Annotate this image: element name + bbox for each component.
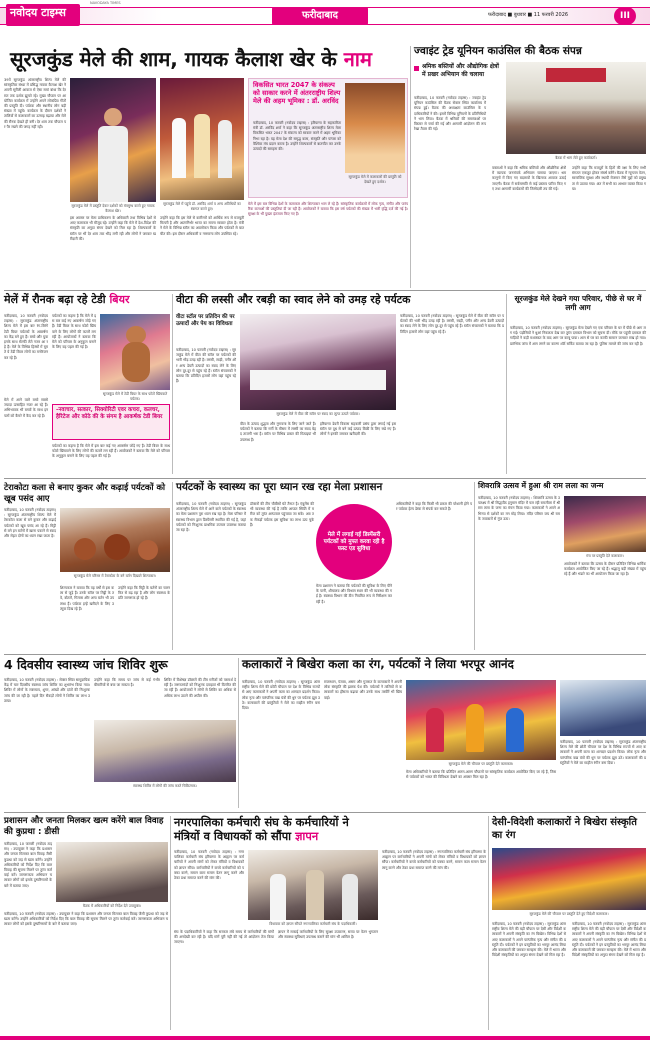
caption-health-camp: स्वास्थ्य शिविर में लोगों की जांच करते चिकित्सक। <box>133 784 197 788</box>
guest-1 <box>172 118 186 178</box>
story-teddy-bear <box>4 294 170 476</box>
headline <box>4 294 170 306</box>
article-text-col2: वक्ताओं ने कहा कि श्रमिक बस्तियों और औद्योगिक क्षेत्रों में व्यापक जनसंपर्क अभियान चलाया जाएगा। श्रम कानूनों में किए गए बदलावों के खिलाफ आवाज उठाई जाएगी। बैठक में सर्वसम्मति से कई प्रस्ताव पारित किए गए तथा आगामी कार्यक्रमों की जिम्मेदारी तय की गई। <box>492 166 568 191</box>
photo-dc-meeting <box>56 842 168 902</box>
caption-dc-meeting: बैठक में अधिकारियों को निर्देश देते उपायुक्त। <box>82 904 142 908</box>
story-foreign-artists <box>492 816 646 1032</box>
pot-1 <box>74 538 96 560</box>
story-vita-lassi <box>176 294 504 476</box>
caption-memorandum: विधायक को ज्ञापन सौंपते नगरपालिका कर्मचारी संघ के पदाधिकारी। <box>269 922 357 926</box>
quote-box <box>52 404 170 440</box>
caption-meeting: बैठक में भाग लेते हुए कार्यकर्ता। <box>555 156 597 160</box>
story-terracotta <box>4 482 170 652</box>
subhead-bullet <box>414 66 419 71</box>
quote: -नवाचार, सत्कार, सिक्योरिटी एवर कचरा, कलचर, हैरिटेज और कोठे की के संगम है आकर्षक टेडी बियर <box>56 407 163 421</box>
badge-circle <box>316 504 392 580</box>
article-text: फरीदाबाद, 10 फरवरी (नवोदय टाइम्स) : सूरजकुंड मेला देखने गए एक परिवार के घर में पीछे से आग लग गई। पड़ोसियों ने धुआं निकलता देख कर तुरंत दमकल विभाग को सूचना दी। मौके पर पहुंची दमकल की गाड़ियों ने कड़ी मशक्कत के बाद आग पर काबू पाया। आग से घर का काफी सामान जलकर राख हो गया। प्रारंभिक जांच में आग लगने का कारण शॉर्ट सर्किट बताया जा रहा है। पुलिस मामले की जांच कर रही है। <box>510 326 648 346</box>
person-2 <box>306 870 324 920</box>
headline-line2-main: मंत्रियों व विधायकों को सौंपा <box>174 829 296 843</box>
story-trade-union <box>414 46 646 288</box>
article-text-col1: फरीदाबाद, 10 फरवरी (नवोदय टाइम्स) : सूरजकुंड अंतरराष्ट्रीय शिल्प मेले में टेराकोटा कला से बने कुकर और कढ़ाई पर्यटकों को खूब पसंद आ रहे हैं। मिट्टी से बने इन बर्तनों में खाना पकाने से स्वाद और सेहत दोनों का ध्यान रखा जाता है। <box>4 508 58 539</box>
article-text-col2: आयोजकों ने बताया कि उत्सव के दौरान प्रतिदिन विभिन्न धार्मिक कार्यक्रम आयोजित किए जा रहे हैं। श्रद्धालु बड़ी संख्या में पहुंच रहे हैं और भंडारे का भी आयोजन किया जा रहा है। <box>564 562 648 577</box>
headline-main: मेलें में रौनक बढ़ा रहे टेडी <box>4 293 110 306</box>
column-divider <box>172 294 173 474</box>
footer-rule <box>0 1036 650 1040</box>
headline-line2 <box>174 830 486 843</box>
story-health-camp <box>4 658 236 810</box>
headline: कलाकारों ने बिखेरा कला का रंग, पर्यटकों ने लिया भरपूर आनंद <box>242 657 514 671</box>
article-text-col3: ज्ञापन में सफाई कर्मचारियों के लिए सुरक्षा उपकरण, समय पर वेतन भुगतान और स्वास्थ्य सुविधाएं उपलब्ध कराने की मांग भी शामिल है। <box>278 930 380 940</box>
photo-health-camp <box>94 720 236 782</box>
photo-singer <box>70 78 156 202</box>
article-text-col3: शिविर में विशेषज्ञ डॉक्टरों की टीम मरीजों को परामर्श दे रही है। जरूरतमंदों को निःशुल्क दवाइयां भी वितरित की जा रही हैं। आयोजकों ने लोगों से शिविर का अधिक से अधिक लाभ उठाने की अपील की। <box>164 678 238 698</box>
photo-meeting <box>506 62 646 154</box>
highlight-text: फरीदाबाद, 10 फरवरी (नवोदय टाइम्स) : हरियाणा के सहकारिता मंत्री डॉ. अरविंद शर्मा ने कहा कि सूरजकुंड अंतरराष्ट्रीय शिल्प मेला विकसित भारत 2047 के संकल्प को साकार करने में अहम भूमिका निभा रहा है। यह मेला देश की समृद्ध कला, संस्कृति और परंपरा को वैश्विक मंच प्रदान करता है। उन्होंने शिल्पकारों से बातचीत कर उनके उत्पादों की सराहना की। <box>253 121 343 152</box>
headline: प्रशासन और जनता मिलकर खत्म करेंगे बाल विवाह की कुप्रथा : डीसी <box>4 816 164 837</box>
section-divider <box>4 478 646 479</box>
headline-main: सूरजकुंड मेले की शाम, गायक कैलाश खेर के <box>10 47 344 71</box>
article-text-col3: मेला प्रशासन ने बताया कि पर्यटकों की सुविधा के लिए पीने के पानी, शौचालय और विश्राम स्थल की भी व्यवस्था की गई है। स्वास्थ्य विभाग की टीम नियमित रूप से निरीक्षण कर रही है। <box>316 584 394 604</box>
article-text-col2: फरीदाबाद, 10 फरवरी (नवोदय टाइम्स) : सूरजकुंड अंतरराष्ट्रीय शिल्प मेले की बड़ी चौपाल पर देसी और विदेशी कलाकारों ने अपनी संस्कृति का रंग बिखेरा। विभिन्न देशों से आए कलाकारों ने अपने पारंपरिक नृत्य और संगीत की प्रस्तुति दी। पर्यटकों ने इन प्रस्तुतियों का भरपूर आनंद लिया और कलाकारों की जमकर सराहना की। मेले में भारत और विदेशी संस्कृतियों का अनूठा संगम देखने को मिल रहा है। <box>572 922 648 958</box>
article-text-col4: अधिकारियों ने कहा कि किसी भी प्रकार की परेशानी होने पर पर्यटक हेल्प डेस्क से संपर्क कर सकते हैं। <box>396 502 472 512</box>
highlight-box <box>248 78 408 198</box>
headline: पर्यटकों के स्वास्थ्य का पूरा ध्यान रख रहा मेला प्रशासन <box>176 481 383 493</box>
person-3 <box>342 874 358 920</box>
story-mela-health <box>176 482 472 652</box>
story-child-marriage <box>4 816 168 1032</box>
subhead-box <box>176 314 236 344</box>
article-text-col4: मेले में इस बार विभिन्न देशों के कलाकार और शिल्पकार भाग ले रहे हैं। सांस्कृतिक कार्यक्रमों में लोक नृत्य, संगीत और पारंपरिक कलाओं की प्रस्तुतियां दी जा रही हैं। आयोजकों ने बताया कि इस वर्ष पर्यटकों की संख्या में भारी वृद्धि दर्ज की गई है। सुरक्षा के भी पुख्ता इंतजाम किए गए हैं। <box>248 202 410 217</box>
caption-minister: सूरजकुंड मेले में पहुंचे डॉ. अरविंद शर्मा व अन्य अतिथियों का स्वागत करते हुए। <box>163 202 241 211</box>
section-divider <box>4 812 646 813</box>
headline: शिवरात्रि उत्सव में हुआ श्री राम लला का जन्म <box>478 481 604 490</box>
headline-accent: नाम <box>343 47 372 71</box>
article-text-col2: फरीदाबाद, 10 फरवरी (नवोदय टाइम्स) : उपायुक्त ने कहा कि प्रशासन और जनता मिलकर बाल विवाह जैसी कुप्रथा को जड़ से खत्म करेंगे। उन्होंने अधिकारियों को निर्देश दिए कि बाल विवाह की सूचना मिलने पर तुरंत कार्रवाई करें। जागरूकता अभियान चलाकर लोगों को इसके दुष्परिणामों के बारे में बताया जाए। <box>4 912 170 927</box>
caption-audience: सूरजकुंड मेले में कलाकारों की प्रस्तुति को देखते हुए दर्शक। <box>348 175 402 184</box>
story-shivratri <box>478 482 646 652</box>
caption-foreign-artists: सूरजकुंड मेले की चौपाल पर प्रस्तुति देते हुए विदेशी कलाकार। <box>529 912 609 916</box>
singer-figure <box>104 108 122 126</box>
column-divider <box>488 816 489 1030</box>
article-text-col3: उन्होंने कहा कि मजदूरों के हितों की रक्षा के लिए सभी संगठन एकजुट होकर संघर्ष करेंगे। बैठक में न्यूनतम वेतन, सामाजिक सुरक्षा और स्थायी रोजगार जैसे मुद्दों को प्रमुखता से उठाया गया। अंत में सभी का आभार व्यक्त किया गया। <box>572 166 648 191</box>
dancer-2 <box>466 704 484 752</box>
highlight-heading: विकसित भारत 2047 के संकल्प को साकार करने में अंतरराष्ट्रीय शिल्प मेले की अहम भूमिका : डॉ. अरविंद <box>253 81 341 105</box>
section-divider <box>4 290 646 291</box>
headline: वीटा की लस्सी और रबड़ी का स्वाद लेने को उमड़ रहे पर्यटक <box>176 293 411 306</box>
article-text-col2: राजस्थान, पंजाब, असम और गुजरात के कलाकारों ने अपनी लोक संस्कृति की झलक पेश की। पर्यटकों ने तालियों से कलाकारों का हौसला बढ़ाया और उनके साथ तस्वीरें भी खिंचवाईं। <box>324 680 404 700</box>
photo-ramleela <box>564 496 646 552</box>
caption-teddy: सूरजकुंड मेले में टेडी बियर के साथ फोटो खिंचवाते पर्यटक। <box>102 392 168 401</box>
article-text-col2: पर्यटकों का कहना है कि मेले में इस बार कई नए आकर्षण जोड़े गए हैं। टेडी बियर के साथ फोटो खिंचवाने के लिए लोगों की कतारें लग रही हैं। आयोजकों ने बताया कि मेले को परिवार के अनुकूल बनाने के लिए यह पहल की गई है। <box>52 314 98 350</box>
pot-3 <box>138 540 158 560</box>
headline: सूरजकुंड मेले देखने गया परिवार, पीछे से घर में लगी आग <box>514 294 642 312</box>
article-text-col1: 39वें सूरजकुंड अंतरराष्ट्रीय शिल्प मेले की सांस्कृतिक संध्या में प्रसिद्ध गायक कैलाश खेर ने अपनी सुरीली आवाज से ऐसा समां बांधा कि देर रात तक दर्शक झूमते रहे। मुख्य चौपाल पर आयोजित कार्यक्रम में उन्होंने अपने लोकप्रिय गीतों की प्रस्तुति दी। पर्यटक और स्थानीय लोग बड़ी संख्या में पहुंचे। कार्यक्रम के दौरान दर्शकों ने तालियों से कलाकारों का उत्साह बढ़ाया और मेले की रौनक देखते ही बनी। देर शाम तक चौपाल पर पैर रखने की जगह नहीं रही। <box>4 78 68 129</box>
column-divider <box>506 294 507 474</box>
article-text-col1: फरीदाबाद, 10 फरवरी (नवोदय टाइम्स) : उपायुक्त ने कहा कि प्रशासन और जनता मिलकर बाल विवाह जैसी कुप्रथा को जड़ से खत्म करेंगे। उन्होंने अधिकारियों को निर्देश दिए कि बाल विवाह की सूचना मिलने पर तुरंत कार्रवाई करें। जागरूकता अभियान चलाकर लोगों को इसके दुष्परिणामों के बारे में बताया जाए। <box>4 842 54 888</box>
caption-singer: सूरजकुंड मेले में प्रस्तुति देकर दर्शकों को मंत्रमुग्ध करते हुए गायक कैलाश खेर। <box>71 204 155 213</box>
subhead: वीटा स्टॉल पर प्रतिदिन की पर उत्पादों और पेय का विविधता <box>176 314 235 327</box>
dateline: फरीदाबाद ■ बुधवार ■ 11 फरवरी 2026 <box>488 12 569 18</box>
caption-vita: सूरजकुंड मेले में वीटा की स्टॉल पर स्वाद का लुत्फ उठाते पर्यटक। <box>276 412 360 416</box>
column-divider <box>170 816 171 1030</box>
article-text-col4: फरीदाबाद, 10 फरवरी (नवोदय टाइम्स) : नगरपालिका कर्मचारी संघ हरियाणा के आह्वान पर कर्मचारियों ने अपनी मांगों को लेकर मंत्रियों व विधायकों को ज्ञापन सौंपा। कर्मचारियों ने कच्चे कर्मचारियों को पक्का करने, समान काम समान वेतन लागू करने और ठेका प्रथा समाप्त करने की मांग की। <box>382 850 488 870</box>
headline: टेराकोटा कला से बनाए कुकर और कढ़ाई पर्यटकों को खूब पसंद आए <box>4 482 166 503</box>
story-artists <box>242 658 646 810</box>
page-number: III <box>614 7 636 25</box>
badge-text: मेले में लगाई गई डिस्पेंसरी पर्यटकों को मुफ्त करवा रही है फस्ट एड सुविधा <box>323 531 385 552</box>
caption-artists: सूरजकुंड मेले की चौपाल पर प्रस्तुति देते कलाकार। <box>448 762 514 766</box>
guest-2 <box>194 114 210 178</box>
subhead: श्रमिक बस्तियों और औद्योगिक क्षेत्रों में प्रखर अभियान की चलाया <box>422 63 499 78</box>
article-text-col2: वीटा के उत्पाद शुद्धता और गुणवत्ता के लिए जाने जाते हैं। पर्यटकों ने बताया कि गर्मी के मौसम में लस्सी का स्वाद बेहद ताजगी भरा है। स्टॉल पर विभिन्न प्रकार की मिठाइयां भी उपलब्ध हैं। <box>240 422 318 442</box>
article-text-col3: हरियाणा डेयरी विकास सहकारी प्रसंघ द्वारा लगाई गई इस स्टॉल पर दूध से बने कई उत्पाद बिक्री के लिए रखे गए हैं। लोगों ने इनकी जमकर खरीदारी की। <box>320 422 398 437</box>
dancer-3 <box>506 708 524 752</box>
photo-minister <box>160 78 244 200</box>
article-text-col3: मेला अधिकारियों ने बताया कि प्रतिदिन अलग-अलग चौपालों पर सांस्कृतिक कार्यक्रम आयोजित किए जा रहे हैं, जिससे पर्यटकों को भारत की विविधता देखने का अवसर मिल रहा है। <box>406 770 556 780</box>
story-municipal-union <box>174 816 486 1032</box>
column-divider <box>410 46 411 288</box>
column-divider <box>238 658 239 808</box>
section-name: फरीदाबाद <box>272 7 368 25</box>
headline-accent: बियर <box>109 293 130 306</box>
logo-sub: NAVODAYA TIMES <box>90 1 121 5</box>
article-text-col3: उन्होंने कहा कि इस मेले से कारीगरों को आर्थिक रूप से मजबूती मिलती है और आत्मनिर्भर भारत का सपना साकार होता है। मंत्री ने मेले के विभिन्न स्टॉल का अवलोकन किया और पर्यटकों से बातचीत की। इस दौरान अधिकारी व गणमान्य लोग उपस्थित रहे। <box>160 216 246 236</box>
photo-foreign-artists <box>492 848 646 910</box>
photo-artists-2 <box>560 680 646 736</box>
logo-box <box>6 4 80 26</box>
article-text-col2: डॉक्टरों की टीम चौबीसों घंटे तैनात है। एंबुलेंस की भी व्यवस्था की गई है ताकि आपात स्थिति में मरीज को तुरंत अस्पताल पहुंचाया जा सके। अब तक सैकड़ों पर्यटक इस सुविधा का लाभ उठा चुके हैं। <box>250 502 316 527</box>
section-divider <box>4 654 646 655</box>
article-text-col2: उन्होंने कहा कि समय पर जांच से कई गंभीर बीमारियों से बचा जा सकता है। <box>94 678 162 688</box>
article-text-col3: उन्होंने कहा कि मिट्टी के बर्तनों का चलन फिर से बढ़ रहा है और लोग स्वास्थ्य के प्रति जागरूक हो रहे हैं। <box>118 586 172 601</box>
photo-teddy <box>100 314 170 390</box>
story-fire <box>510 294 646 476</box>
photo-memorandum <box>248 850 378 920</box>
caption-terracotta: सूरजकुंड मेले परिसर में टेराकोटा के बने बर्तन दिखाते शिल्पकार। <box>73 574 157 578</box>
headline: ज्वाइंट ट्रेड यूनियन काउंसिल की बैठक संपन्न <box>414 45 582 57</box>
article-text-col1: फरीदाबाद, 10 फरवरी (नवोदय टाइम्स) : सेक्टर स्थित सामुदायिक केंद्र में चार दिवसीय स्वास्थ्य जांच शिविर का शुभारंभ किया गया। शिविर में लोगों के रक्तचाप, शुगर, आंखों और दांतों की निःशुल्क जांच की जा रही है। पहले दिन सैकड़ों लोगों ने शिविर का लाभ उठाया। <box>4 678 92 703</box>
headline: देसी-विदेशी कलाकारों ने बिखेरा संस्कृति का रंग <box>492 817 637 841</box>
person-1 <box>270 874 286 920</box>
caption-ramleela: मंच पर प्रस्तुति देते कलाकार। <box>586 554 624 558</box>
article-text-col2: इस अवसर पर मेला प्राधिकरण के अधिकारी तथा विभिन्न देशों से आए कलाकार भी मौजूद रहे। उन्होंने कहा कि मेले में देश-विदेश की संस्कृति का अनूठा संगम देखने को मिल रहा है। शिल्पकारों के स्टॉल पर भी देर शाम तक भीड़ लगी रही और लोगों ने जमकर खरीदारी की। <box>70 216 158 241</box>
photo-terracotta <box>60 508 170 572</box>
article-text-col1: फरीदाबाद, 10 फरवरी (नवोदय टाइम्स) : सूरजकुंड अंतरराष्ट्रीय शिल्प मेले में आने वाले पर्यटकों के स्वास्थ्य का मेला प्रशासन पूरा ध्यान रख रहा है। मेला परिसर में स्वास्थ्य विभाग द्वारा डिस्पेंसरी स्थापित की गई है, जहां पर्यटकों को निःशुल्क प्राथमिक उपचार उपलब्ध कराया जा रहा है। <box>176 502 248 533</box>
article-text-col1: फरीदाबाद, 10 फरवरी (नवोदय टाइम्स) : शिवरात्रि उत्सव के उपलक्ष्य में श्री सिद्धपीठ हनुमान मंदिर में चल रही रामलीला में श्री राम लला के जन्म का मंचन किया गया। कलाकारों ने अपने अभिनय से दर्शकों का मन मोह लिया। मंदिर परिसर जय श्री राम के जयकारों से गूंज उठा। <box>478 496 562 521</box>
banner <box>546 68 606 82</box>
masthead <box>0 0 650 40</box>
article-text-col1: फरीदाबाद, 10 फरवरी (नवोदय टाइम्स) : सूरजकुंड अंतरराष्ट्रीय शिल्प मेले में इस बार रंग-बिरंगे टेडी बियर पर्यटकों के आकर्षण का केंद्र बने हुए हैं। बच्चे और युवा इनके साथ सेल्फी लेते नजर आ रहे हैं। मेले के विभिन्न हिस्सों में घूमते ये टेडी बियर लोगों का मनोरंजन कर रहे हैं। <box>4 314 50 360</box>
article-text-col3: मेले में आने वाले बच्चे सबसे ज्यादा उत्साहित नजर आ रहे हैं। अभिभावक भी बच्चों के साथ इन पलों को कैमरे में कैद कर रहे हैं। <box>4 398 50 418</box>
photo-vita <box>240 314 396 410</box>
article-text-col1: फरीदाबाद, 10 फरवरी (नवोदय टाइम्स) : सूरजकुंड अंतरराष्ट्रीय शिल्प मेले की छोटी चौपाल पर देश के विभिन्न राज्यों से आए कलाकारों ने अपनी कला का शानदार प्रदर्शन किया। लोक नृत्य और पारंपरिक वाद्य यंत्रों की धुन पर पर्यटक झूम उठे। कलाकारों की प्रस्तुतियों ने मेले का माहौल रंगीन बना दिया। <box>242 680 322 711</box>
pot-2 <box>104 534 130 560</box>
guest-3 <box>218 120 232 178</box>
article-text-col2: शिल्पकार ने बताया कि वह वर्षों से इस कला से जुड़े हैं। उनके स्टॉल पर मिट्टी के तवे, बोतलें, गिलास और अन्य बर्तन भी उपलब्ध हैं। पर्यटक इन्हें खरीदने के लिए उत्सुक दिख रहे हैं। <box>60 586 114 611</box>
singer-body <box>98 126 128 202</box>
story-kailash-kher <box>4 48 408 286</box>
article-text-col4: फरीदाबाद, 10 फरवरी (नवोदय टाइम्स) : सूरजकुंड अंतरराष्ट्रीय शिल्प मेले की छोटी चौपाल पर देश के विभिन्न राज्यों से आए कलाकारों ने अपनी कला का शानदार प्रदर्शन किया। लोक नृत्य और पारंपरिक वाद्य यंत्रों की धुन पर पर्यटक झूम उठे। कलाकारों की प्रस्तुतियों ने मेले का माहौल रंगीन बना दिया। <box>560 740 648 765</box>
headline-line1: नगरपालिका कर्मचारी संघ के कर्मचारियों ने <box>174 815 349 829</box>
headline-line2-accent: ज्ञापन <box>295 829 319 843</box>
teddy-body <box>122 342 150 382</box>
headline: 4 दिवसीय स्वास्थ्य जांच शिविर शुरू <box>4 657 168 672</box>
photo-audience <box>345 83 405 173</box>
headline <box>10 48 410 70</box>
stall-counter <box>250 370 386 390</box>
article-text-col1: फरीदाबाद, 10 फरवरी (नवोदय टाइम्स) : सूरजकुंड अंतरराष्ट्रीय शिल्प मेले की बड़ी चौपाल पर देसी और विदेशी कलाकारों ने अपनी संस्कृति का रंग बिखेरा। विभिन्न देशों से आए कलाकारों ने अपने पारंपरिक नृत्य और संगीत की प्रस्तुति दी। पर्यटकों ने इन प्रस्तुतियों का भरपूर आनंद लिया और कलाकारों की जमकर सराहना की। मेले में भारत और विदेशी संस्कृतियों का अनूठा संगम देखने को मिल रहा है। <box>492 922 568 958</box>
article-text-col1: फरीदाबाद, 10 फरवरी (नवोदय टाइम्स) : सूरजकुंड मेले में वीटा की स्टॉल पर पर्यटकों की भारी भीड़ उमड़ रही है। लस्सी, रबड़ी, पनीर और अन्य डेयरी उत्पादों का स्वाद लेने के लिए लोग दूर-दूर से पहुंच रहे हैं। स्टॉल संचालकों ने बताया कि प्रतिदिन हजारों लोग यहां पहुंच रहे हैं। <box>176 348 238 384</box>
article-text-col1: फरीदाबाद, 10 फरवरी (नवोदय टाइम्स) : नगरपालिका कर्मचारी संघ हरियाणा के आह्वान पर कर्मचारियों ने अपनी मांगों को लेकर मंत्रियों व विधायकों को ज्ञापन सौंपा। कर्मचारियों ने कच्चे कर्मचारियों को पक्का करने, समान काम समान वेतन लागू करने और ठेका प्रथा समाप्त करने की मांग की। <box>174 850 246 881</box>
column-divider <box>474 482 475 650</box>
article-text-col4: पर्यटकों का कहना है कि मेले में इस बार कई नए आकर्षण जोड़े गए हैं। टेडी बियर के साथ फोटो खिंचवाने के लिए लोगों की कतारें लग रही हैं। आयोजकों ने बताया कि मेले को परिवार के अनुकूल बनाने के लिए यह पहल की गई है। <box>52 444 172 459</box>
logo: नवोदय टाइम्स <box>10 6 66 19</box>
dancer-1 <box>426 708 444 752</box>
article-text-col4: फरीदाबाद, 10 फरवरी (नवोदय टाइम्स) : सूरजकुंड मेले में वीटा की स्टॉल पर पर्यटकों की भारी भीड़ उमड़ रही है। लस्सी, रबड़ी, पनीर और अन्य डेयरी उत्पादों का स्वाद लेने के लिए लोग दूर-दूर से पहुंच रहे हैं। स्टॉल संचालकों ने बताया कि प्रतिदिन हजारों लोग यहां पहुंच रहे हैं। <box>400 314 506 334</box>
photo-artists <box>406 680 556 760</box>
article-text-col2: संघ के पदाधिकारियों ने कहा कि सरकार लंबे समय से कर्मचारियों की मांगों की अनदेखी कर रही है। यदि मांगें पूरी नहीं की गईं तो आंदोलन तेज किया जाएगा। <box>174 930 276 945</box>
article-text-col1: फरीदाबाद, 10 फरवरी (नवोदय टाइम्स) : ज्वाइंट ट्रेड यूनियन काउंसिल की बैठक सेक्टर स्थित कार्यालय में संपन्न हुई। बैठक की अध्यक्षता काउंसिल के पदाधिकारियों ने की। इसमें विभिन्न यूनियनों के प्रतिनिधियों ने भाग लिया। बैठक में श्रमिकों की समस्याओं पर विस्तार से चर्चा की गई और आगामी आंदोलन की रूपरेखा तैयार की गई। <box>414 96 488 132</box>
column-divider <box>172 482 173 650</box>
